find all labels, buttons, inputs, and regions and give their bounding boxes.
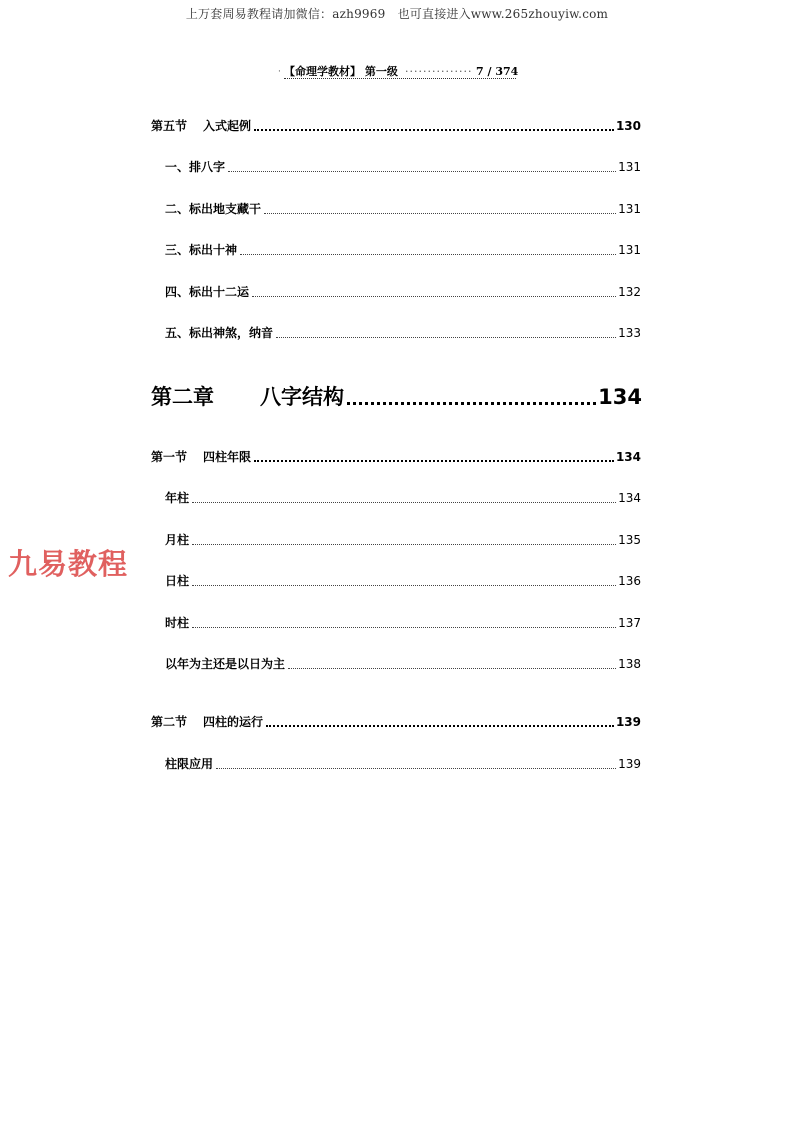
toc-page-number: 139 (615, 715, 641, 729)
toc-entry[interactable] (165, 569, 641, 589)
header-page-number: 7 / 374 (476, 65, 519, 78)
dot-leader (228, 171, 616, 172)
header-underline (284, 78, 516, 79)
toc-entry[interactable] (165, 528, 641, 548)
header-title: 【命理学教材】 第一级 (284, 65, 398, 78)
toc-entry-section[interactable] (151, 114, 641, 134)
toc-page-number: 131 (618, 160, 641, 174)
toc-entry-label: 四、标出十二运 (165, 285, 250, 299)
dot-leader (252, 296, 616, 297)
toc-page-number: 131 (618, 243, 641, 257)
toc-page-number: 135 (618, 533, 641, 547)
toc-entry-label: 第一节 四柱年限 (151, 450, 252, 464)
toc-page-number: 137 (618, 616, 641, 630)
dot-leader (266, 725, 614, 727)
toc-entry[interactable] (165, 238, 641, 258)
toc-page-number: 133 (618, 326, 641, 340)
toc-entry-chapter[interactable] (151, 381, 642, 411)
toc-entry-label: 五、标出神煞，纳音 (165, 326, 274, 340)
toc-entry-label: 第五节 入式起例 (151, 119, 252, 133)
toc-page-number: 136 (618, 574, 641, 588)
watermark-text: 九易教程 (8, 547, 129, 581)
dot-leader (276, 337, 616, 338)
toc-entry[interactable] (165, 486, 641, 506)
toc-page-number: 130 (615, 119, 641, 133)
toc-page-number: 138 (618, 657, 641, 671)
toc-entry-section[interactable] (151, 445, 641, 465)
dot-leader (192, 627, 616, 628)
toc-page-number: 139 (618, 757, 641, 771)
dot-leader (216, 768, 616, 769)
toc-entry-label: 第二章 八字结构 (151, 385, 344, 409)
toc-entry-label: 时柱 (165, 616, 190, 630)
dot-leader (240, 254, 616, 255)
toc-page-number: 132 (618, 285, 641, 299)
toc-entry[interactable] (165, 321, 641, 341)
header-leader: ··············· (405, 65, 473, 78)
dot-leader (192, 502, 616, 503)
toc-entry-section[interactable] (151, 710, 641, 730)
dot-leader (192, 585, 616, 586)
dot-leader (347, 402, 596, 405)
dot-leader (264, 213, 616, 214)
toc-entry-label: 柱限应用 (165, 757, 214, 771)
toc-entry-label: 一、排八字 (165, 160, 226, 174)
toc-entry[interactable] (165, 752, 641, 772)
toc-entry[interactable] (165, 652, 641, 672)
dot-leader (254, 460, 614, 462)
promo-banner: 上万套周易教程请加微信：azh9969 也可直接进入www.265zhouyiw.com (185, 7, 609, 21)
toc-page-number: 134 (598, 385, 642, 409)
toc-page-number: 134 (615, 450, 641, 464)
toc-entry[interactable] (165, 155, 641, 175)
dot-leader (288, 668, 616, 669)
running-header (270, 64, 530, 80)
toc-entry[interactable] (165, 611, 641, 631)
dot-leader (192, 544, 616, 545)
header-mark: · (278, 67, 281, 77)
toc-page-number: 131 (618, 202, 641, 216)
toc-page-number: 134 (618, 491, 641, 505)
dot-leader (254, 129, 614, 131)
toc-entry-label: 年柱 (165, 491, 190, 505)
toc-entry-label: 三、标出十神 (165, 243, 238, 257)
toc-entry-label: 日柱 (165, 574, 190, 588)
toc-entry[interactable] (165, 197, 641, 217)
toc-entry[interactable] (165, 280, 641, 300)
toc-entry-label: 以年为主还是以日为主 (165, 657, 286, 671)
toc-entry-label: 二、标出地支藏干 (165, 202, 262, 216)
toc-entry-label: 第二节 四柱的运行 (151, 715, 264, 729)
toc-entry-label: 月柱 (165, 533, 190, 547)
